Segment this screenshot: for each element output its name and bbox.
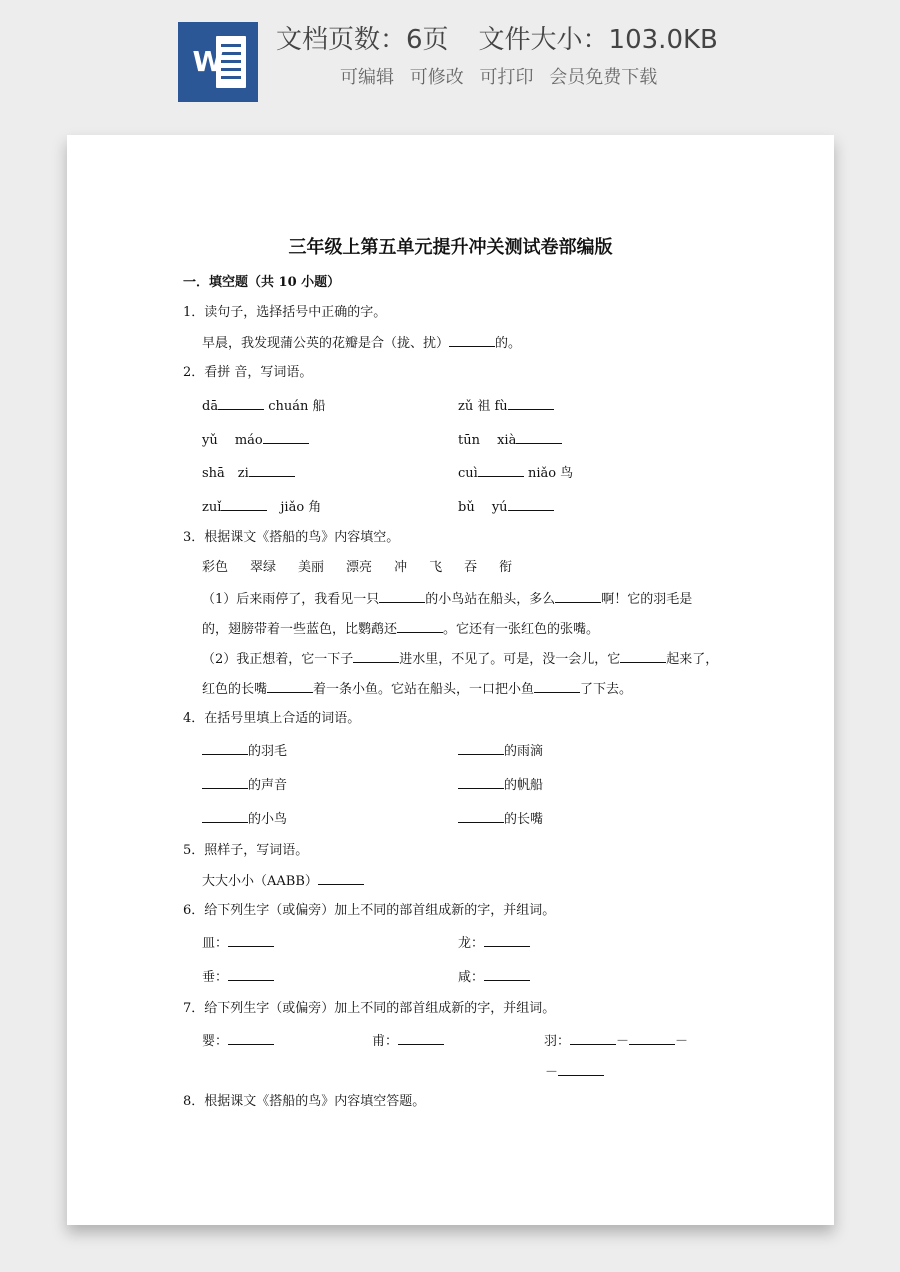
answer-blank[interactable] bbox=[318, 872, 364, 885]
pinyin-item bbox=[458, 498, 554, 517]
question-8-stem: 8．根据课文《搭船的鸟》内容填空答题。 bbox=[183, 1094, 426, 1109]
answer-blank[interactable] bbox=[458, 776, 504, 789]
text: 婴： bbox=[202, 1034, 229, 1049]
pinyin: shā zi bbox=[202, 466, 249, 481]
answer-blank[interactable] bbox=[516, 431, 562, 444]
word-option: 漂亮 bbox=[346, 560, 373, 575]
answer-blank[interactable] bbox=[484, 934, 530, 947]
pinyin-item bbox=[458, 397, 554, 416]
question-3-para-1-cont bbox=[202, 620, 599, 639]
pinyin: chuán 船 bbox=[264, 399, 326, 414]
word-letter: W bbox=[192, 45, 224, 78]
pinyin-item bbox=[202, 464, 295, 483]
pinyin: jiǎo 角 bbox=[267, 500, 322, 515]
text: 的声音 bbox=[248, 778, 288, 793]
text: 咸： bbox=[458, 970, 485, 985]
answer-blank[interactable] bbox=[228, 934, 274, 947]
text: 垂： bbox=[202, 970, 229, 985]
fill-item bbox=[458, 810, 543, 829]
feature-member-download: 会员免费下载 bbox=[549, 67, 658, 88]
fill-item bbox=[458, 742, 543, 761]
answer-blank[interactable] bbox=[202, 742, 248, 755]
text: 大大小小（AABB） bbox=[202, 874, 318, 889]
answer-blank[interactable] bbox=[202, 776, 248, 789]
answer-blank[interactable] bbox=[555, 590, 601, 603]
radical-item bbox=[202, 1032, 274, 1051]
radical-item bbox=[458, 934, 530, 953]
answer-blank[interactable] bbox=[398, 1032, 444, 1045]
text: 早晨，我发现蒲公英的花瓣是合（拢、扰） bbox=[202, 336, 450, 351]
answer-blank[interactable] bbox=[484, 968, 530, 981]
text: （1）后来雨停了，我看见一只 bbox=[202, 592, 380, 607]
answer-blank[interactable] bbox=[570, 1032, 616, 1045]
answer-blank[interactable] bbox=[558, 1063, 604, 1076]
pinyin-item bbox=[458, 464, 573, 483]
answer-blank[interactable] bbox=[353, 650, 399, 663]
radical-item bbox=[202, 968, 274, 987]
radical-item bbox=[202, 934, 274, 953]
pinyin: yǔ máo bbox=[202, 433, 263, 448]
download-header bbox=[0, 0, 900, 135]
text: 啊！它的羽毛是 bbox=[601, 592, 693, 607]
answer-blank[interactable] bbox=[508, 397, 554, 410]
pinyin: bǔ yú bbox=[458, 500, 508, 515]
feature-list bbox=[340, 64, 667, 92]
fill-item bbox=[202, 776, 287, 795]
word-options bbox=[202, 559, 534, 577]
fill-item bbox=[202, 810, 287, 829]
fill-item bbox=[458, 776, 543, 795]
answer-blank[interactable] bbox=[397, 620, 443, 633]
pinyin: dā bbox=[202, 399, 219, 414]
pinyin-item bbox=[202, 431, 309, 450]
text: 的羽毛 bbox=[248, 744, 288, 759]
separator: － bbox=[616, 1034, 630, 1049]
radical-item-cont bbox=[545, 1063, 604, 1082]
pinyin: niǎo 鸟 bbox=[523, 466, 574, 481]
separator: － bbox=[545, 1065, 559, 1080]
answer-blank[interactable] bbox=[249, 464, 295, 477]
question-3-para-2-cont bbox=[202, 680, 632, 699]
word-option: 翠绿 bbox=[250, 560, 277, 575]
feature-modifiable: 可修改 bbox=[409, 67, 464, 88]
text: 了下去。 bbox=[580, 682, 633, 697]
answer-blank[interactable] bbox=[202, 810, 248, 823]
feature-printable: 可打印 bbox=[479, 67, 534, 88]
answer-blank[interactable] bbox=[263, 431, 309, 444]
answer-blank[interactable] bbox=[449, 334, 495, 347]
question-5-stem: 5．照样子，写词语。 bbox=[183, 843, 309, 858]
text: （2）我正想着，它一下子 bbox=[202, 652, 354, 667]
text: 的帆船 bbox=[504, 778, 544, 793]
text: 的小鸟 bbox=[248, 812, 288, 827]
answer-blank[interactable] bbox=[478, 464, 524, 477]
radical-item bbox=[372, 1032, 444, 1051]
word-option: 衔 bbox=[499, 560, 513, 575]
answer-blank[interactable] bbox=[218, 397, 264, 410]
pinyin-item bbox=[202, 498, 321, 517]
text: 的雨滴 bbox=[504, 744, 544, 759]
question-3-stem: 3．根据课文《搭船的鸟》内容填空。 bbox=[183, 530, 400, 545]
text: 起来了， bbox=[666, 652, 719, 667]
text: 羽： bbox=[544, 1034, 571, 1049]
answer-blank[interactable] bbox=[221, 498, 267, 511]
radical-item bbox=[458, 968, 530, 987]
word-option: 美丽 bbox=[298, 560, 325, 575]
word-document-icon bbox=[178, 22, 258, 102]
text: 红色的长嘴 bbox=[202, 682, 268, 697]
answer-blank[interactable] bbox=[379, 590, 425, 603]
text: 甫： bbox=[372, 1034, 399, 1049]
answer-blank[interactable] bbox=[629, 1032, 675, 1045]
question-4-stem: 4．在括号里填上合适的词语。 bbox=[183, 711, 361, 726]
example-item bbox=[202, 872, 364, 891]
separator: － bbox=[675, 1034, 689, 1049]
page-title: 三年级上第五单元提升冲关测试卷部编版 bbox=[288, 237, 613, 258]
answer-blank[interactable] bbox=[534, 680, 580, 693]
pinyin: tūn xià bbox=[458, 433, 517, 448]
answer-blank[interactable] bbox=[267, 680, 313, 693]
question-3-para-1 bbox=[202, 590, 692, 609]
text: 着一条小鱼。它站在船头，一口把小鱼 bbox=[313, 682, 535, 697]
question-1-stem: 1．读句子，选择括号中正确的字。 bbox=[183, 305, 387, 320]
fill-item bbox=[202, 742, 287, 761]
answer-blank[interactable] bbox=[620, 650, 666, 663]
question-6-stem: 6．给下列生字（或偏旁）加上不同的部首组成新的字，并组词。 bbox=[183, 903, 556, 918]
question-2-stem: 2．看拼 音，写词语。 bbox=[183, 365, 313, 380]
text: 龙： bbox=[458, 936, 485, 951]
word-option: 冲 bbox=[394, 560, 408, 575]
pinyin: zǔ 祖 fù bbox=[458, 399, 508, 414]
question-7-stem: 7．给下列生字（或偏旁）加上不同的部首组成新的字，并组词。 bbox=[183, 1001, 556, 1016]
answer-blank[interactable] bbox=[228, 1032, 274, 1045]
file-info bbox=[276, 18, 718, 62]
feature-editable: 可编辑 bbox=[340, 67, 394, 88]
word-option: 飞 bbox=[429, 560, 443, 575]
text: 的，翅膀带着一些蓝色，比鹦鹉还 bbox=[202, 622, 398, 637]
text: 皿： bbox=[202, 936, 229, 951]
pinyin-item bbox=[458, 431, 562, 450]
question-1-line bbox=[202, 334, 521, 353]
text: 的。 bbox=[495, 336, 522, 351]
section-heading: 一．填空题（共 10 小题） bbox=[183, 275, 341, 290]
answer-blank[interactable] bbox=[508, 498, 554, 511]
pinyin: zuǐ bbox=[202, 500, 222, 515]
pinyin-item bbox=[202, 397, 326, 416]
word-option: 彩色 bbox=[202, 560, 229, 575]
answer-blank[interactable] bbox=[458, 742, 504, 755]
question-3-para-2 bbox=[202, 650, 718, 669]
answer-blank[interactable] bbox=[228, 968, 274, 981]
text: 。它还有一张红色的张嘴。 bbox=[443, 622, 600, 637]
text: 的小鸟站在船头，多么 bbox=[425, 592, 556, 607]
document-page bbox=[67, 135, 834, 1225]
text: 进水里，不见了。可是，没一会儿，它 bbox=[399, 652, 621, 667]
word-option: 吞 bbox=[464, 560, 478, 575]
answer-blank[interactable] bbox=[458, 810, 504, 823]
text: 的长嘴 bbox=[504, 812, 544, 827]
radical-item bbox=[544, 1032, 688, 1051]
page-count: 文档页数：6页 bbox=[276, 25, 449, 55]
file-size: 文件大小：103.0KB bbox=[478, 25, 718, 55]
pinyin: cuì bbox=[458, 466, 478, 481]
